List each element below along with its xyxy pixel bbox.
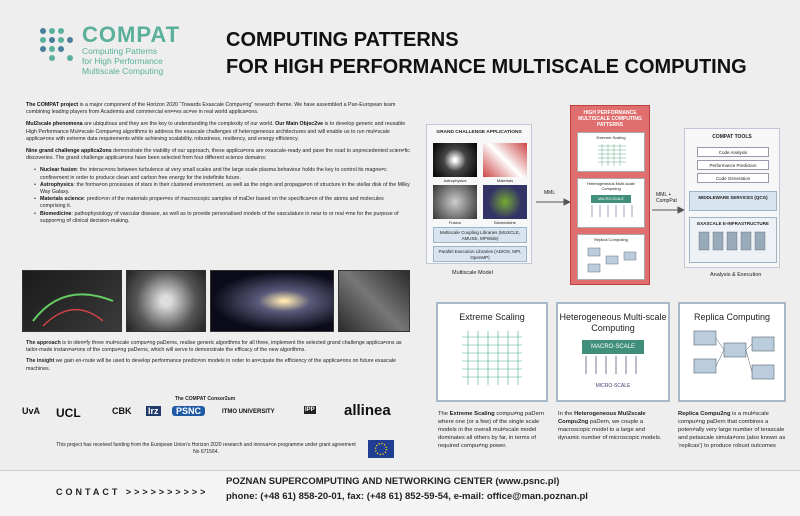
extreme-scaling-grid-icon	[438, 323, 546, 395]
hp-item-label: Replica Computing	[594, 237, 628, 242]
ucl-logo: UCL	[56, 406, 81, 420]
parallel-libraries: Parallel Execution Libraries (ADIOS, MPI, OpenMP)	[433, 246, 527, 262]
bullet-bold: Nuclear fusion	[40, 167, 77, 174]
application-images	[22, 270, 406, 332]
pattern-title: Extreme Scaling	[459, 312, 525, 322]
intro-p2: are ubiquitous and they are the key to understanding the complexity of our world.	[82, 121, 276, 128]
materials-thumb	[483, 143, 527, 177]
replica-diagram-icon	[680, 323, 784, 395]
hp-extreme-scaling	[577, 132, 645, 172]
hp-macro-scale: MACRO-SCALE	[591, 195, 631, 203]
desc-bold: Extreme Scaling	[449, 411, 495, 417]
compat-logo	[40, 22, 180, 82]
desc-b: compu≠ng paDern where one (or a few) of the single scale models in the overall mul≠scale model dominates all others by far, in terms of required compu≠ng power.	[438, 411, 544, 449]
ipp-logo: IPP	[305, 407, 315, 413]
bullet-text: : the interac≠ons between turbulence at very small scales and the large scale plasma behaviour holds the key to control its magne≠c confinement in order to produce clean and carbon free energy for the indefinite future.	[40, 167, 387, 181]
hp-item-label: Heterogeneous Multi-scale Computing	[587, 181, 635, 191]
psnc-logo: PSNC	[172, 406, 205, 416]
pattern-title: Replica Computing	[693, 312, 771, 322]
exascale-box	[689, 217, 777, 263]
code-generation-box: Code Generation	[697, 173, 769, 183]
tools-title: COMPAT TOOLS	[712, 134, 752, 140]
intro-text	[26, 102, 410, 225]
bullet-text: : the forma≠on processes of stars in their clustered environment, as well as the origin and propaga≠on of structure in the stellar disk of the Milky Way Galaxy.	[40, 181, 410, 196]
bullet-bold: Biomedicine	[40, 210, 72, 217]
multiscale-model-caption: Multiscale Model	[452, 270, 493, 276]
intro-p3-bold: Nine grand challenge applica2ons	[26, 148, 112, 155]
title-line1: COMPUTING PATTERNS	[226, 29, 459, 51]
extreme-scaling-desc	[438, 410, 548, 450]
macro-scale-block: MACRO-SCALE	[582, 340, 644, 354]
hp-title: HIGH PERFORMANCE MULTISCALE COMPUTING PATTERNS	[578, 110, 642, 128]
contact-label: CONTACT >>>>>>>>>>	[56, 487, 209, 497]
list-item	[34, 196, 410, 210]
pattern-title: Heterogeneous Multi-scale Computing	[559, 312, 667, 333]
logo-subtitle	[82, 46, 182, 76]
mml-arrow-label: MML	[544, 190, 556, 196]
hp-patterns-panel	[570, 105, 650, 285]
hp-item-label: Extreme Scaling	[596, 135, 626, 140]
desc-bold: Heterogeneous Mul2scale Compu2ng	[558, 411, 646, 425]
phone-line: phone: (+48 61) 858-20-01, fax: (+48 61) 852-59-54, e-mail: office@man.poznan.pl	[226, 491, 588, 502]
mml-comppat-label: MML + CompPat	[656, 192, 677, 204]
bullet-text: : pathophysiology of vascular disease, as well as to provide personalised models of the vasculature in near to or real ≠me for the purpose of suppor≠ng of clinical decision-making.	[40, 210, 399, 224]
logo-line1: Computing Patterns	[82, 46, 158, 56]
intro-p3: demonstrate the viability of our approach, these applica≠ons are exascale-ready and pave the road to unprecedented scien≠fic discoveries. The grand challenge applica≠ons have been selected from four different science domains:	[26, 148, 410, 162]
list-item	[34, 182, 410, 196]
desc-b: paDern, we couple a macroscopic model to a large and dynamic number of microscopic models.	[558, 419, 662, 441]
analysis-execution-caption: Analysis & Execution	[710, 272, 762, 278]
eu-flag-icon	[368, 440, 394, 458]
intro-p2-bold2: Our Main Objec2ve	[275, 121, 324, 128]
galaxy-image	[210, 270, 334, 332]
arrow-right-icon	[652, 206, 684, 214]
materials-image	[338, 270, 410, 332]
poster-title	[226, 27, 747, 81]
desc-a: In the	[558, 411, 575, 417]
replica-box	[678, 302, 786, 402]
lrz-logo: lrz	[148, 406, 159, 416]
fusion-thumb	[433, 185, 477, 219]
gc-label-astrophysics: Astrophysics	[443, 178, 467, 183]
heterogeneous-box	[556, 302, 670, 402]
arrow-right-icon	[536, 198, 570, 206]
compat-tools-panel	[684, 128, 780, 268]
astrophysics-thumb	[433, 143, 477, 177]
insight-bold: The insight	[26, 358, 55, 365]
middleware-box: MIDDLEWARE SERVICES (QCG)	[689, 191, 777, 211]
consortium-title: The COMPAT Consor2um	[174, 396, 236, 402]
code-analysis-box: Code Analysis	[697, 147, 769, 157]
hp-heterogeneous	[577, 178, 645, 228]
gc-label-materials: Materials	[496, 178, 514, 183]
domain-list	[34, 167, 410, 225]
insight-p2: we gain en-route will be used to develop performance predic≠on models in order to an≠cipate the efficiency of the applica≠ons on future exascale machines.	[26, 358, 396, 372]
performance-prediction-box: Performance Prediction	[697, 160, 769, 170]
biomedicine-thumb	[483, 185, 527, 219]
organization-line: POZNAN SUPERCOMPUTING AND NETWORKING CENTER (www.psnc.pl)	[226, 476, 560, 487]
list-item	[34, 211, 410, 225]
extreme-scaling-box	[436, 302, 548, 402]
desc-bold: Replica Compu2ng	[678, 411, 731, 417]
intro-p1: is a major component of the Horizon 2020 “Towards Exascale Compu≠ng” research theme. We have assembled a Pan-European team combining leading players from Academia and commercial en≠≠es ac≠ve in real world applica≠ons.	[26, 102, 396, 116]
coupling-libraries: Multiscale Coupling Libraries (MUSCLE, AMUSE, MPWide)	[433, 227, 527, 243]
logo-line3: Multiscale Computing	[82, 66, 164, 76]
approach-bold: The approach	[26, 340, 61, 346]
itmo-logo: ITMO UNIVERSITY	[222, 409, 275, 415]
funding-note: This project has received funding from the European Union’s Horizon 2020 research and innova≠on programme under grant agreement No 671564.	[56, 442, 356, 455]
gc-label-biomedicine: Biomedicine	[494, 220, 516, 225]
consortium-logos	[22, 404, 412, 426]
cbk-logo: CBK	[112, 406, 132, 416]
approach-text	[26, 340, 410, 377]
approach-p1: is to iden≠fy three mul≠scale compu≠ng paDerns, realise generic algorithms for all three, implement the selected grand challenge applica≠ons as tailor-made instan≠a≠ons of the compu≠ng paDerns, which will serve to demonstrate the efficacy of the new algorithms.	[26, 340, 402, 354]
gc-label-fusion: Fusion	[448, 220, 461, 225]
micro-links-icon	[558, 354, 668, 378]
intro-p2b: is to develop generic and reusable High Performance Mul≠scale Compu≠ng algorithms to address the exascale challenges of heterogeneous architectures and will enable us to run mul≠scale applica≠ons with extreme data requirements while achieving scalability, robustness, resiliency, and energy efficiency.	[26, 121, 406, 142]
logo-dots-icon	[40, 28, 78, 66]
grand-challenge-panel	[426, 124, 532, 264]
hp-replica	[577, 234, 645, 280]
title-line2: FOR HIGH PERFORMANCE MULTISCALE COMPUTING	[226, 56, 747, 78]
allinea-logo: allinea	[344, 402, 391, 419]
logo-name: COMPAT	[82, 22, 181, 47]
tokamak-image	[126, 270, 206, 332]
uva-logo: UvA	[22, 406, 41, 416]
replica-desc	[678, 410, 788, 450]
fusion-image	[22, 270, 122, 332]
micro-scale-label: MICRO-SCALE	[595, 383, 631, 389]
desc-a: The	[438, 411, 450, 417]
list-item	[34, 167, 410, 181]
exascale-label: EXASCALE E-INFRASTRUCTURE	[697, 221, 769, 226]
bullet-text: : predic≠on of the materials proper≠es of macroscopic samples of maDer based on the specifica≠on of the atoms and molecules comprising it.	[40, 196, 384, 210]
intro-p2-bold: Mul2scale phenomena	[26, 121, 83, 128]
heterogeneous-desc	[558, 410, 668, 442]
intro-p1-bold: The COMPAT project	[26, 102, 79, 108]
gc-title: GRAND CHALLENGE APPLICATIONS	[436, 130, 522, 135]
logo-line2: for High Performance	[82, 56, 163, 66]
bullet-bold: Materials science	[40, 196, 84, 203]
bullet-bold: Astrophysics	[40, 181, 74, 188]
desc-b: is a mul≠scale compu≠ng paDern that combines a poten≠ally very large number of terascale and petascale simula≠ons (also known as ‘replicas’) to produce robust outcomes	[678, 411, 786, 449]
